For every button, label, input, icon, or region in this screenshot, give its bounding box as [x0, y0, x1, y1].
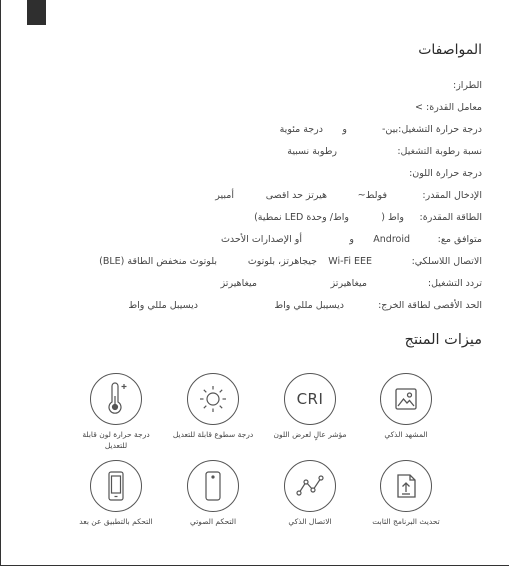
feature-high-cri — [265, 373, 355, 441]
sun-brightness-icon — [187, 373, 239, 425]
spec-value: و — [342, 124, 347, 135]
feature-adjustable-brightness — [168, 373, 258, 441]
feature-voice-control — [168, 460, 258, 528]
feature-smart-scene — [361, 373, 451, 441]
spec-row-frequency — [40, 278, 482, 294]
feature-label: المشهد الذكي — [384, 430, 428, 439]
spec-label: الطراز: — [453, 80, 482, 91]
spec-value: ميغاهيرتز — [330, 278, 367, 289]
feature-smart-connection — [265, 460, 355, 528]
spec-label: معامل القدرة: > — [415, 102, 482, 113]
page-edge-tab — [27, 0, 46, 25]
spec-row-power-factor — [40, 102, 482, 118]
feature-adjustable-color-temp — [71, 373, 161, 452]
spec-label: تردد التشغيل: — [427, 278, 482, 289]
spec-row-color-temp — [40, 168, 482, 184]
feature-label: درجة سطوع قابلة للتعديل — [172, 430, 254, 439]
spec-row-rated-power — [40, 212, 482, 228]
spec-value: أمبير — [215, 190, 234, 201]
feature-label: التحكم بالتطبيق عن بعد — [79, 517, 153, 526]
feature-label: الاتصال الذكي — [288, 517, 332, 526]
spec-label: نسبة رطوبة التشغيل: — [397, 146, 482, 157]
spec-value: رطوبة نسبية — [287, 146, 337, 157]
spec-value: هيرتز حد اقصى — [265, 190, 327, 201]
spec-value: Wi-Fi EEE — [328, 256, 372, 267]
spec-value: ديسيبل مللي واط — [128, 300, 198, 311]
spec-value: واط/ وحدة LED نمطية) — [254, 212, 349, 223]
spec-value: Android — [373, 234, 410, 245]
spec-value: واط ( — [381, 212, 404, 223]
spec-row-wireless — [40, 256, 482, 272]
spec-row-humidity — [40, 146, 482, 162]
spec-value: فولط~ — [357, 190, 387, 201]
spec-value: و — [349, 234, 354, 245]
spec-label: درجة حرارة اللون: — [409, 168, 482, 179]
feature-label: مؤشر عالٍ لعرض اللون — [273, 430, 347, 439]
spec-value: أو الإصدارات الأحدث — [220, 234, 302, 245]
feature-remote-app-control — [71, 460, 161, 528]
feature-label: تحديث البرنامج الثابت — [372, 517, 440, 526]
scene-image-icon — [380, 373, 432, 425]
spec-label: درجة حرارة التشغيل:بين- — [381, 124, 482, 135]
smart-connection-icon — [284, 460, 336, 512]
cri-icon-text: CRI — [296, 390, 324, 408]
spec-label: الطاقة المقدرة: — [419, 212, 482, 223]
spec-value: ديسيبل مللي واط — [274, 300, 344, 311]
firmware-upload-icon — [380, 460, 432, 512]
spec-label: الإدخال المقدر: — [422, 190, 482, 201]
spec-row-max-output — [40, 300, 482, 316]
spec-row-model — [40, 80, 482, 96]
spec-label: الحد الأقصى لطاقة الخرج: — [378, 300, 482, 311]
spec-row-compatible — [40, 234, 482, 250]
feature-label: درجة حرارة لون قابلة للتعديل — [82, 430, 150, 450]
specs-title: المواصفات — [418, 42, 482, 58]
spec-value: جيجاهرتز، بلوتوث — [247, 256, 317, 267]
cri-icon — [284, 373, 336, 425]
features-title: ميزات المنتج — [404, 332, 482, 348]
spec-label: الاتصال اللاسلكي: — [411, 256, 482, 267]
thermometer-icon — [90, 373, 142, 425]
phone-app-icon — [90, 460, 142, 512]
spec-value: بلوتوث منخفض الطاقة (BLE) — [99, 256, 217, 267]
feature-label: التحكم الصوتي — [189, 517, 237, 526]
spec-row-operating-temp — [40, 124, 482, 140]
feature-firmware-update — [361, 460, 451, 528]
spec-value: ميغاهيرتز — [220, 278, 257, 289]
spec-value: درجة مئوية — [279, 124, 323, 135]
spec-row-rated-input — [40, 190, 482, 206]
voice-speaker-icon — [187, 460, 239, 512]
spec-label: متوافق مع: — [437, 234, 482, 245]
